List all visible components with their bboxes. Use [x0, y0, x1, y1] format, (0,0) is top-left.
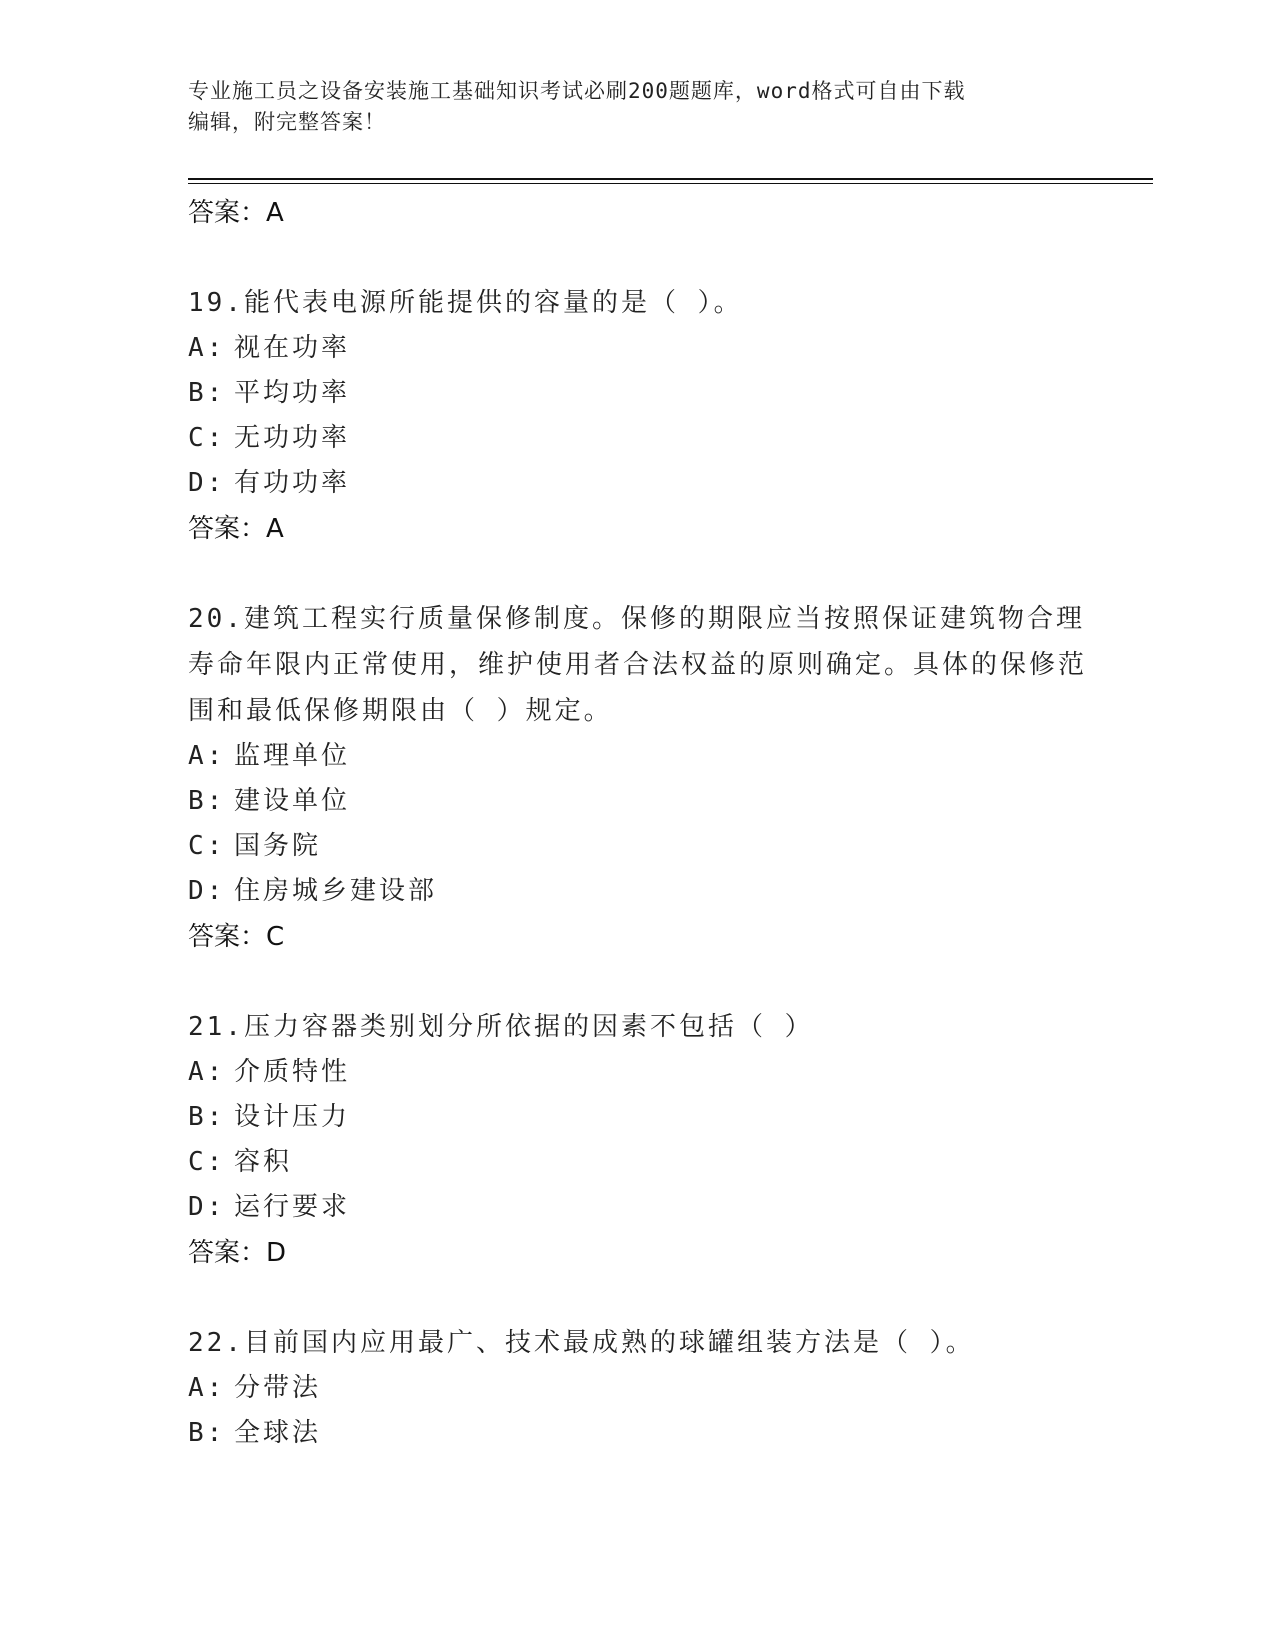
option-text: 介质特性 — [234, 1057, 351, 1087]
option-letter: D: — [188, 1192, 226, 1222]
option-text: 监理单位 — [234, 741, 351, 771]
spacer — [188, 1276, 1088, 1320]
option-letter: D: — [188, 468, 226, 498]
spacer — [188, 236, 1088, 280]
question-block — [188, 1320, 1088, 1456]
option-letter: C: — [188, 423, 226, 453]
option-a — [188, 1050, 1088, 1095]
header-line-2: 编辑，附完整答案！ — [188, 110, 386, 134]
option-text: 容积 — [234, 1147, 293, 1177]
option-a — [188, 734, 1088, 779]
question-block — [188, 280, 1088, 552]
answer-line: 答案：C — [188, 922, 285, 952]
option-letter: A: — [188, 741, 226, 771]
option-letter: B: — [188, 1418, 226, 1448]
answer-line: 答案：A — [188, 514, 284, 544]
spacer — [188, 552, 1088, 596]
option-letter: A: — [188, 1057, 226, 1087]
option-text: 平均功率 — [234, 378, 351, 408]
option-text: 无功功率 — [234, 423, 351, 453]
option-letter: B: — [188, 378, 226, 408]
option-b — [188, 371, 1088, 416]
option-letter: D: — [188, 876, 226, 906]
question-block — [188, 1004, 1088, 1276]
option-text: 有功功率 — [234, 468, 351, 498]
option-d — [188, 1185, 1088, 1230]
option-letter: B: — [188, 1102, 226, 1132]
option-c — [188, 416, 1088, 461]
option-d — [188, 869, 1088, 914]
option-c — [188, 1140, 1088, 1185]
question-block — [188, 596, 1088, 960]
option-letter: C: — [188, 1147, 226, 1177]
option-letter: B: — [188, 786, 226, 816]
option-text: 建设单位 — [234, 786, 351, 816]
document-header — [188, 76, 1088, 138]
option-a — [188, 326, 1088, 371]
option-text: 国务院 — [234, 831, 322, 861]
header-line-1: 专业施工员之设备安装施工基础知识考试必刷200题题库，word格式可自由下载 — [188, 79, 966, 103]
option-text: 设计压力 — [234, 1102, 351, 1132]
option-text: 运行要求 — [234, 1192, 351, 1222]
option-text: 视在功率 — [234, 333, 351, 363]
option-a — [188, 1366, 1088, 1411]
option-c — [188, 824, 1088, 869]
header-divider-thick — [188, 178, 1153, 180]
previous-answer: 答案：A — [188, 198, 284, 228]
option-letter: A: — [188, 1373, 226, 1403]
option-letter: A: — [188, 333, 226, 363]
question-list — [188, 190, 1088, 1456]
option-b — [188, 1095, 1088, 1140]
question-text: 21.压力容器类别划分所依据的因素不包括（ ） — [188, 1012, 814, 1042]
option-d — [188, 461, 1088, 506]
option-text: 住房城乡建设部 — [234, 876, 438, 906]
option-b — [188, 779, 1088, 824]
spacer — [188, 960, 1088, 1004]
header-divider-thin — [188, 183, 1153, 184]
question-text: 19.能代表电源所能提供的容量的是（ ）。 — [188, 288, 743, 318]
question-text: 20.建筑工程实行质量保修制度。保修的期限应当按照保证建筑物合理寿命年限内正常使用，维护使用者合法权益的原则确定。具体的保修范围和最低保修期限由（ ）规定。 — [188, 604, 1088, 726]
question-text: 22.目前国内应用最广、技术最成熟的球罐组装方法是（ ）。 — [188, 1328, 975, 1358]
option-text: 全球法 — [234, 1418, 322, 1448]
option-b — [188, 1411, 1088, 1456]
option-letter: C: — [188, 831, 226, 861]
answer-line: 答案：D — [188, 1238, 287, 1268]
option-text: 分带法 — [234, 1373, 322, 1403]
